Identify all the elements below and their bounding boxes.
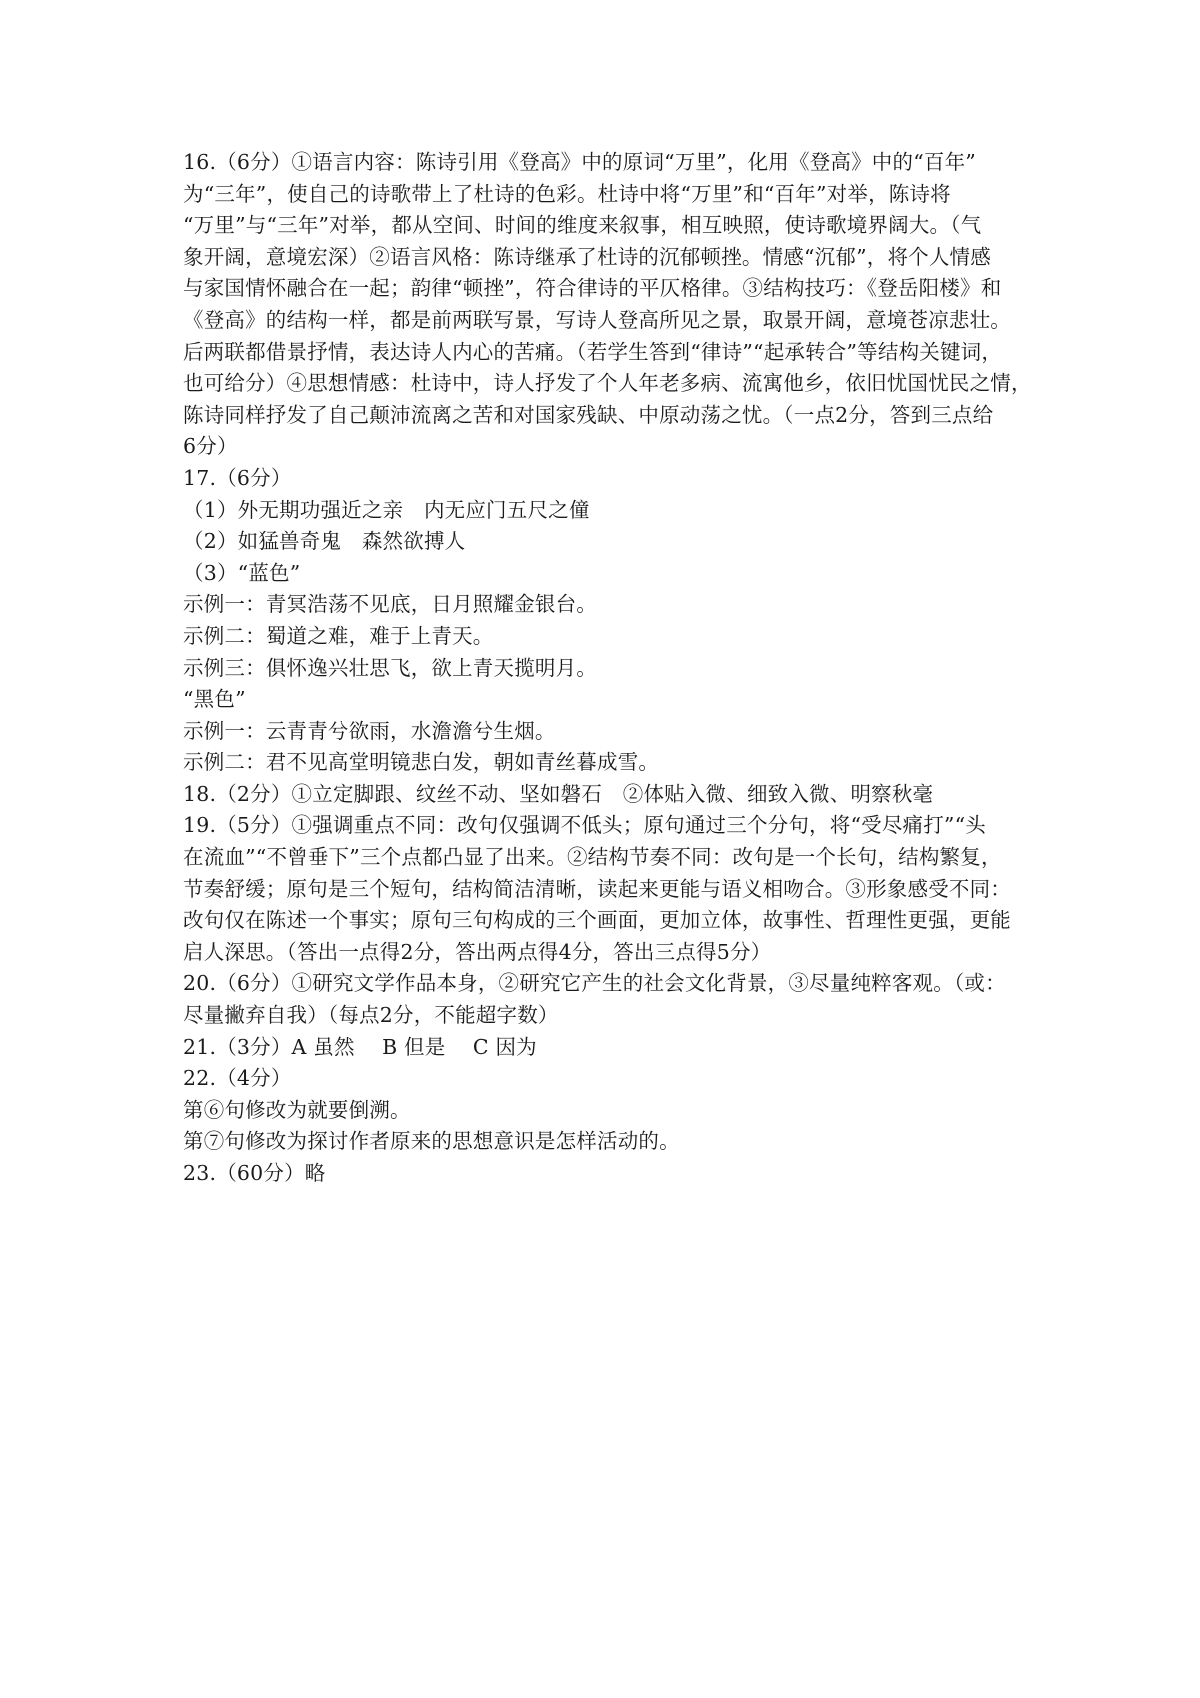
text-line: “黑色” — [183, 687, 246, 712]
text-line: 23.（60分）略 — [183, 1161, 326, 1185]
text-line: 也可给分）④思想情感：杜诗中，诗人抒发了个人年老多病、流寓他乡，依旧忧国忧民之情， — [183, 371, 1032, 396]
text-line: 改句仅在陈述一个事实；原句三句构成的三个画面，更加立体，故事性、哲理性更强，更能 — [183, 908, 1011, 933]
text-line: （2）如猛兽奇鬼 森然欲搏人 — [183, 529, 466, 554]
text-line: 20.（6分）①研究文学作品本身，②研究它产生的社会文化背景，③尽量纯粹客观。（或： — [183, 971, 1006, 996]
text-line: 16.（6分）①语言内容：陈诗引用《登高》中的原词“万里”，化用《登高》中的“百年” — [183, 150, 976, 174]
text-line: 为“三年”，使自己的诗歌带上了杜诗的色彩。杜诗中将“万里”和“百年”对举，陈诗将 — [183, 181, 951, 206]
text-line: 节奏舒缓；原句是三个短句，结构简洁清晰，读起来更能与语义相吻合。③形象感受不同： — [183, 876, 1011, 901]
text-line: 示例一：青冥浩荡不见底，日月照耀金银台。 — [183, 592, 597, 617]
text-line: 《登高》的结构一样，都是前两联写景，写诗人登高所见之景，取景开阔，意境苍凉悲壮。 — [183, 307, 1011, 332]
text-line: 陈诗同样抒发了自己颠沛流离之苦和对国家残缺、中原动荡之忧。（一点2分，答到三点给 — [183, 402, 994, 427]
text-line: 示例二：君不见高堂明镜悲白发，朝如青丝暮成雪。 — [183, 750, 660, 775]
text-line: 与家国情怀融合在一起；韵律“顿挫”，符合律诗的平仄格律。③结构技巧：《登岳阳楼》和 — [183, 276, 1002, 301]
text-line: 示例一：云青青兮欲雨，水澹澹兮生烟。 — [183, 718, 556, 743]
text-line: 示例二：蜀道之难，难于上青天。 — [183, 623, 494, 648]
text-line: 象开阔，意境宏深）②语言风格：陈诗继承了杜诗的沉郁顿挫。情感“沉郁”，将个人情感 — [183, 244, 991, 269]
text-line: 后两联都借景抒情，表达诗人内心的苦痛。（若学生答到“律诗”“起承转合”等结构关键词， — [183, 339, 1003, 364]
text-line: 示例三：俱怀逸兴壮思飞，欲上青天揽明月。 — [183, 655, 597, 680]
text-line: 第⑥句修改为就要倒溯。 — [183, 1097, 411, 1122]
text-line: 启人深思。（答出一点得2分，答出两点得4分，答出三点得5分） — [183, 939, 772, 964]
text-line: （1）外无期功强近之亲 内无应门五尺之僮 — [183, 497, 590, 522]
text-line: 21.（3分）A 虽然 B 但是 C 因为 — [183, 1034, 537, 1059]
text-line: 在流血”“不曾垂下”三个点都凸显了出来。②结构节奏不同：改句是一个长句，结构繁复， — [183, 845, 1002, 870]
text-line: 6分） — [183, 434, 238, 459]
text-line: “万里”与“三年”对举，都从空间、时间的维度来叙事，相互映照，使诗歌境界阔大。（气 — [183, 213, 982, 238]
text-line: 17.（6分） — [183, 465, 292, 490]
answer-key-text — [183, 147, 1032, 1190]
text-line: 18.（2分）①立定脚跟、纹丝不动、坚如磐石 ②体贴入微、细致入微、明察秋毫 — [183, 781, 934, 806]
text-line: 22.（4分） — [183, 1066, 292, 1091]
text-line: 19.（5分）①强调重点不同：改句仅强调不低头；原句通过三个分句，将“受尽痛打”“头 — [183, 813, 986, 838]
text-line: 尽量撇弃自我）（每点2分，不能超字数） — [183, 1003, 559, 1028]
text-line: 第⑦句修改为探讨作者原来的思想意识是怎样活动的。 — [183, 1129, 680, 1154]
text-line: （3）“蓝色” — [183, 560, 301, 585]
